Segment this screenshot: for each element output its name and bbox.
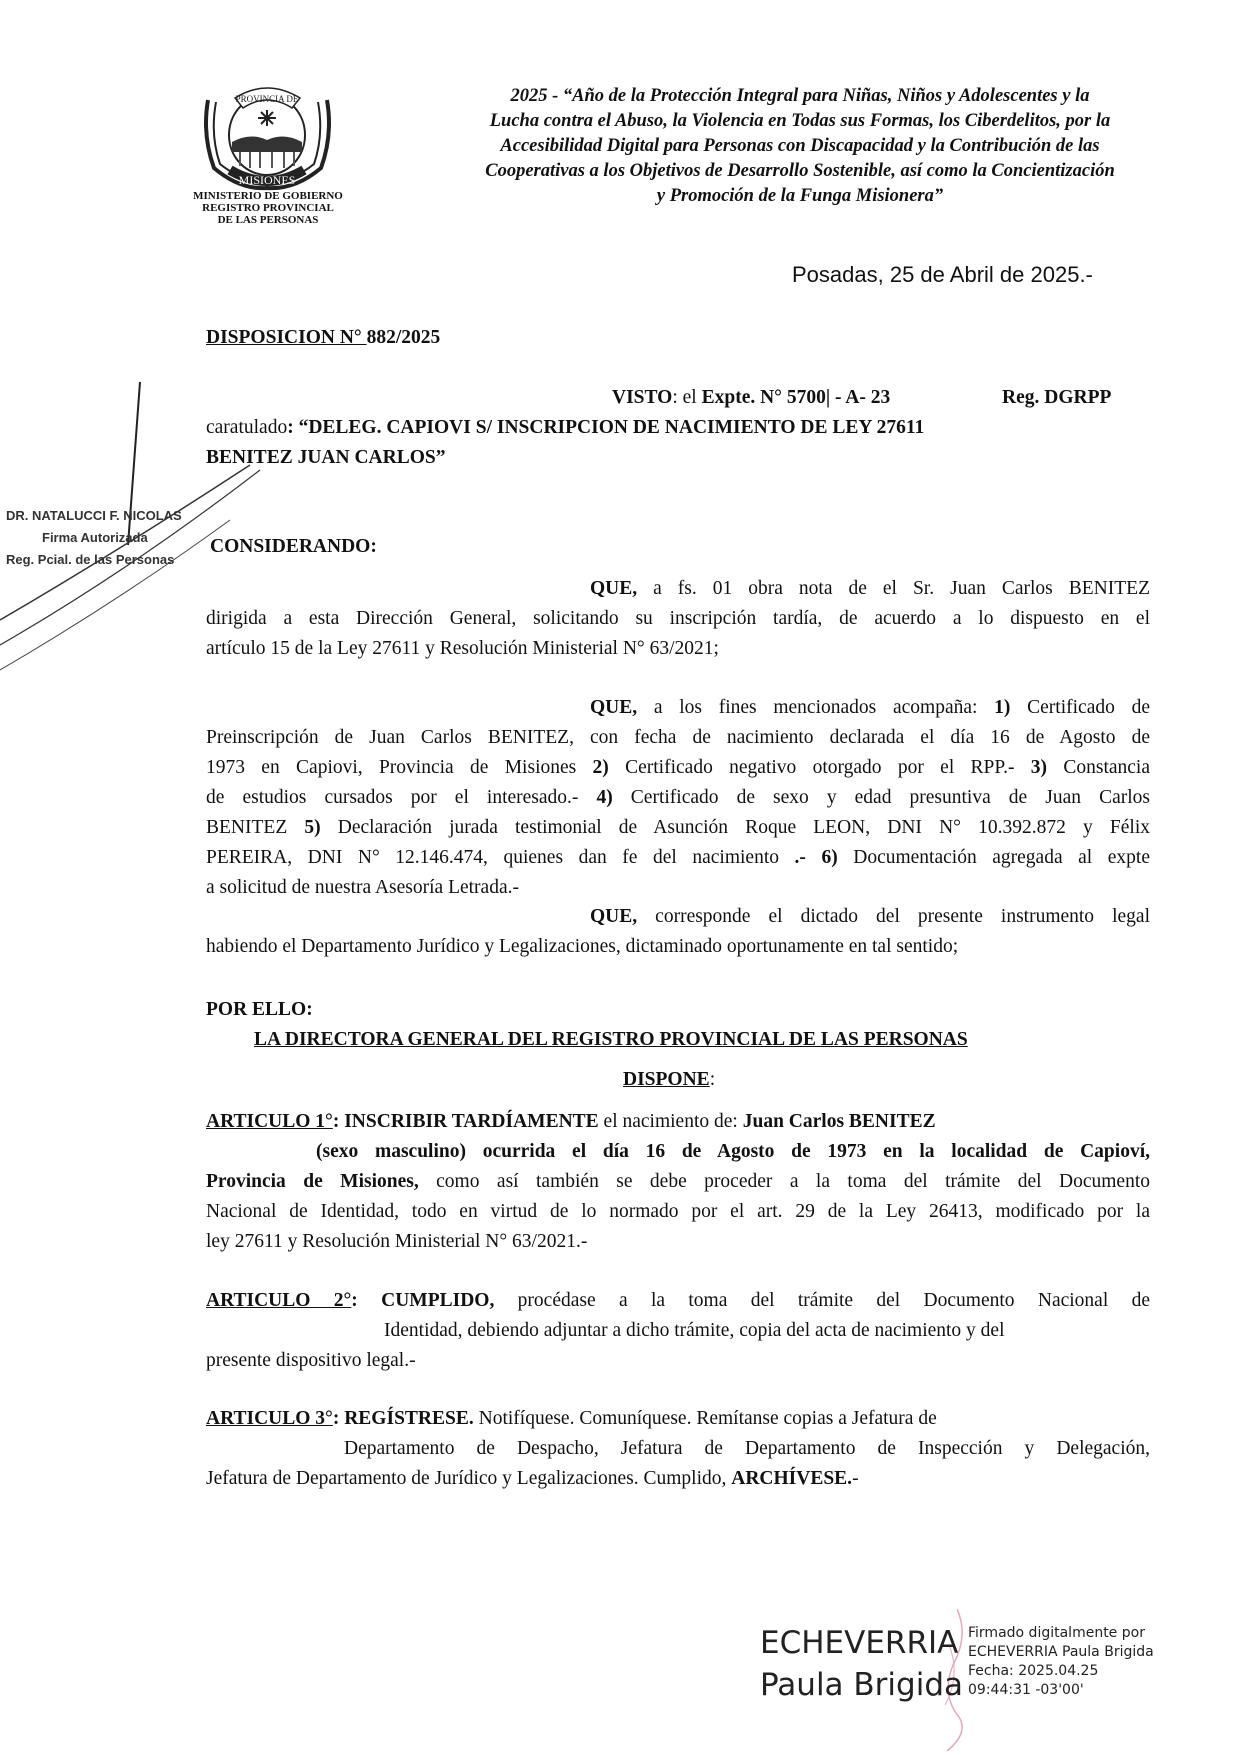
paragraph-text: Jefatura de Departamento de Jurídico y Legalizaciones. Cumplido, (206, 1468, 732, 1489)
date-line: Posadas, 25 de Abril de 2025.- (792, 262, 1093, 287)
que-label: QUE, (590, 906, 638, 927)
signer-name (760, 1622, 963, 1706)
paragraph-text: Constancia (1047, 757, 1150, 778)
article-action: REGÍSTRESE. (339, 1408, 474, 1429)
paragraph-text: BENITEZ (206, 817, 305, 838)
article-label: ARTICULO 1° (206, 1111, 333, 1132)
item-number: 4) (596, 787, 613, 808)
paragraph-text: Notifíquese. Comuníquese. Remítanse copias a Jefatura de (473, 1408, 937, 1429)
que-label: QUE, (590, 697, 638, 718)
dispone-colon: : (709, 1069, 716, 1090)
articulo-1 (206, 1107, 1150, 1257)
year-motto (430, 84, 1170, 209)
por-ello-heading: POR ELLO: (206, 999, 313, 1020)
que-paragraph-3 (206, 902, 1150, 962)
stamp-line: DR. NATALUCCI F. NICOLAS (6, 508, 182, 523)
stamp-line: Reg. Pcial. de las Personas (6, 552, 175, 567)
signature-info-line: 09:44:31 -03'00' (968, 1682, 1084, 1698)
paragraph-text: procédase a la toma del trámite del Documento Nacional de (494, 1290, 1150, 1311)
articulo-2 (206, 1286, 1150, 1376)
caratula-line (206, 413, 924, 443)
paragraph-line: dirigida a esta Dirección General, solicitando su inscripción tardía, de acuerdo a lo dispuesto en el (206, 608, 1150, 629)
dispone-heading (623, 1065, 715, 1095)
paragraph-line: ley 27611 y Resolución Ministerial N° 63/2021.- (206, 1231, 588, 1252)
ministry-line: MINISTERIO DE GOBIERNO (193, 190, 343, 202)
signer-name-line: ECHEVERRIA (760, 1625, 959, 1661)
paragraph-text: Provincia de Misiones, (206, 1171, 419, 1192)
paragraph-text: Certificado de (1010, 697, 1150, 718)
article-colon: : (332, 1408, 340, 1429)
paragraph-text: como así también se debe proceder a la toma del trámite del Documento (418, 1171, 1150, 1192)
paragraph-text: Documentación agregada al expte (837, 847, 1151, 868)
ministry-block (178, 190, 358, 226)
article-colon: : (332, 1111, 340, 1132)
paragraph-line: Identidad, debiendo adjuntar a dicho trámite, copia del acta de nacimiento y del (384, 1320, 1005, 1341)
signature-info-line: Firmado digitalmente por (968, 1625, 1145, 1641)
motto-line: Cooperativas a los Objetivos de Desarrollo Sostenible, así como la Concientización (485, 161, 1115, 181)
paragraph-line: Nacional de Identidad, todo en virtud de lo normado por el art. 29 de la Ley 26413, modificado por la (206, 1201, 1150, 1222)
caratula-line-2: BENITEZ JUAN CARLOS” (206, 447, 446, 468)
article-action: INSCRIBIR TARDÍAMENTE (339, 1111, 599, 1132)
directora-heading: LA DIRECTORA GENERAL DEL REGISTRO PROVINCIAL DE LAS PERSONAS (254, 1029, 968, 1050)
caratula-text: : “DELEG. CAPIOVI S/ INSCRIPCION DE NACIMIENTO DE LEY 27611 (287, 417, 925, 438)
item-number: 5) (304, 817, 321, 838)
disposicion-number: 882/2025 (366, 327, 441, 348)
archivese-text: ARCHÍVESE. (731, 1468, 853, 1489)
paragraph-text: 1973 en Capiovi, Provincia de Misiones (206, 757, 593, 778)
que-paragraph-2 (206, 693, 1150, 903)
paragraph-text: Declaración jurada testimonial de Asunción Roque LEON, DNI N° 10.392.872 y Félix (320, 817, 1150, 838)
ministry-line: REGISTRO PROVINCIAL (202, 202, 334, 214)
article-action: CUMPLIDO, (357, 1290, 495, 1311)
motto-line: Lucha contra el Abuso, la Violencia en Todas sus Formas, los Ciberdelitos, por la (489, 111, 1111, 131)
ministry-line: DE LAS PERSONAS (217, 214, 319, 226)
articulo-3 (206, 1404, 1150, 1494)
article-label: ARTICULO 2° (206, 1290, 352, 1311)
authorized-stamp (0, 500, 240, 590)
disposicion-label: DISPOSICION N° (206, 327, 367, 348)
paragraph-line: habiendo el Departamento Jurídico y Legalizaciones, dictaminado oportunamente en tal sentido; (206, 936, 959, 957)
dispone-label: DISPONE (623, 1069, 710, 1090)
paragraph-line: a solicitud de nuestra Asesoría Letrada.- (206, 877, 519, 898)
paragraph-text: de estudios cursados por el interesado.- (206, 787, 597, 808)
considerando-heading: CONSIDERANDO: (210, 536, 377, 557)
motto-line: 2025 - “Año de la Protección Integral para Niñas, Niños y Adolescentes y la (510, 86, 1090, 106)
signer-name-line: Paula Brigida (760, 1667, 963, 1703)
paragraph-text: PEREIRA, DNI N° 12.146.474, quienes dan fe del nacimiento (206, 847, 795, 868)
visto-label: VISTO (612, 387, 673, 408)
motto-line: Accesibilidad Digital para Personas con Discapacidad y la Contribución de las (500, 136, 1100, 156)
paragraph-text: - (852, 1468, 859, 1489)
disposicion-heading (206, 323, 440, 353)
signature-info-line: Fecha: 2025.04.25 (968, 1663, 1099, 1679)
item-number: 3) (1030, 757, 1048, 778)
paragraph-line: (sexo masculino) ocurrida el día 16 de Agosto de 1973 en la localidad de Capioví, (316, 1141, 1150, 1162)
article-label: ARTICULO 3° (206, 1408, 333, 1429)
paragraph-line: Departamento de Despacho, Jefatura de Departamento de Inspección y Delegación, (344, 1438, 1150, 1459)
item-number: .- 6) (794, 847, 838, 868)
seal-text-top: PROVINCIA DE (235, 94, 299, 104)
item-number: 2) (592, 757, 609, 778)
caratulado-label: caratulado (206, 417, 288, 438)
paragraph-line: artículo 15 de la Ley 27611 y Resolución Ministerial N° 63/2021; (206, 638, 719, 659)
provincial-seal (200, 80, 335, 192)
visto-text: : el (672, 387, 702, 408)
signature-info (968, 1624, 1154, 1700)
seal-text-bottom: MISIONES (238, 173, 296, 187)
paragraph-line: presente dispositivo legal.- (206, 1350, 416, 1371)
que-paragraph-1 (206, 574, 1150, 664)
que-label: QUE, (590, 578, 638, 599)
visto-reg: Reg. DGRPP (1002, 387, 1112, 408)
paragraph-text: Certificado negativo otorgado por el RPP.- (608, 757, 1031, 778)
paragraph-text: Certificado de sexo y edad presuntiva de Juan Carlos (612, 787, 1150, 808)
motto-line: y Promoción de la Funga Misionera” (656, 186, 944, 206)
signature-info-line: ECHEVERRIA Paula Brigida (968, 1644, 1154, 1660)
article-colon: : (351, 1290, 358, 1311)
item-number: 1) (994, 697, 1011, 718)
visto-line (612, 383, 890, 413)
expediente-number: Expte. N° 5700| - A- 23 (701, 387, 891, 408)
stamp-line: Firma Autorizada (42, 530, 148, 545)
paragraph-line: Preinscripción de Juan Carlos BENITEZ, con fecha de nacimiento declarada el día 16 de Agosto de (206, 727, 1150, 748)
paragraph-line: a fs. 01 obra nota de el Sr. Juan Carlos BENITEZ (637, 578, 1150, 599)
paragraph-text: corresponde el dictado del presente instrumento legal (637, 906, 1150, 927)
person-name: Juan Carlos BENITEZ (742, 1111, 936, 1132)
paragraph-text: el nacimiento de: (598, 1111, 743, 1132)
paragraph-text: a los fines mencionados acompaña: (637, 697, 995, 718)
